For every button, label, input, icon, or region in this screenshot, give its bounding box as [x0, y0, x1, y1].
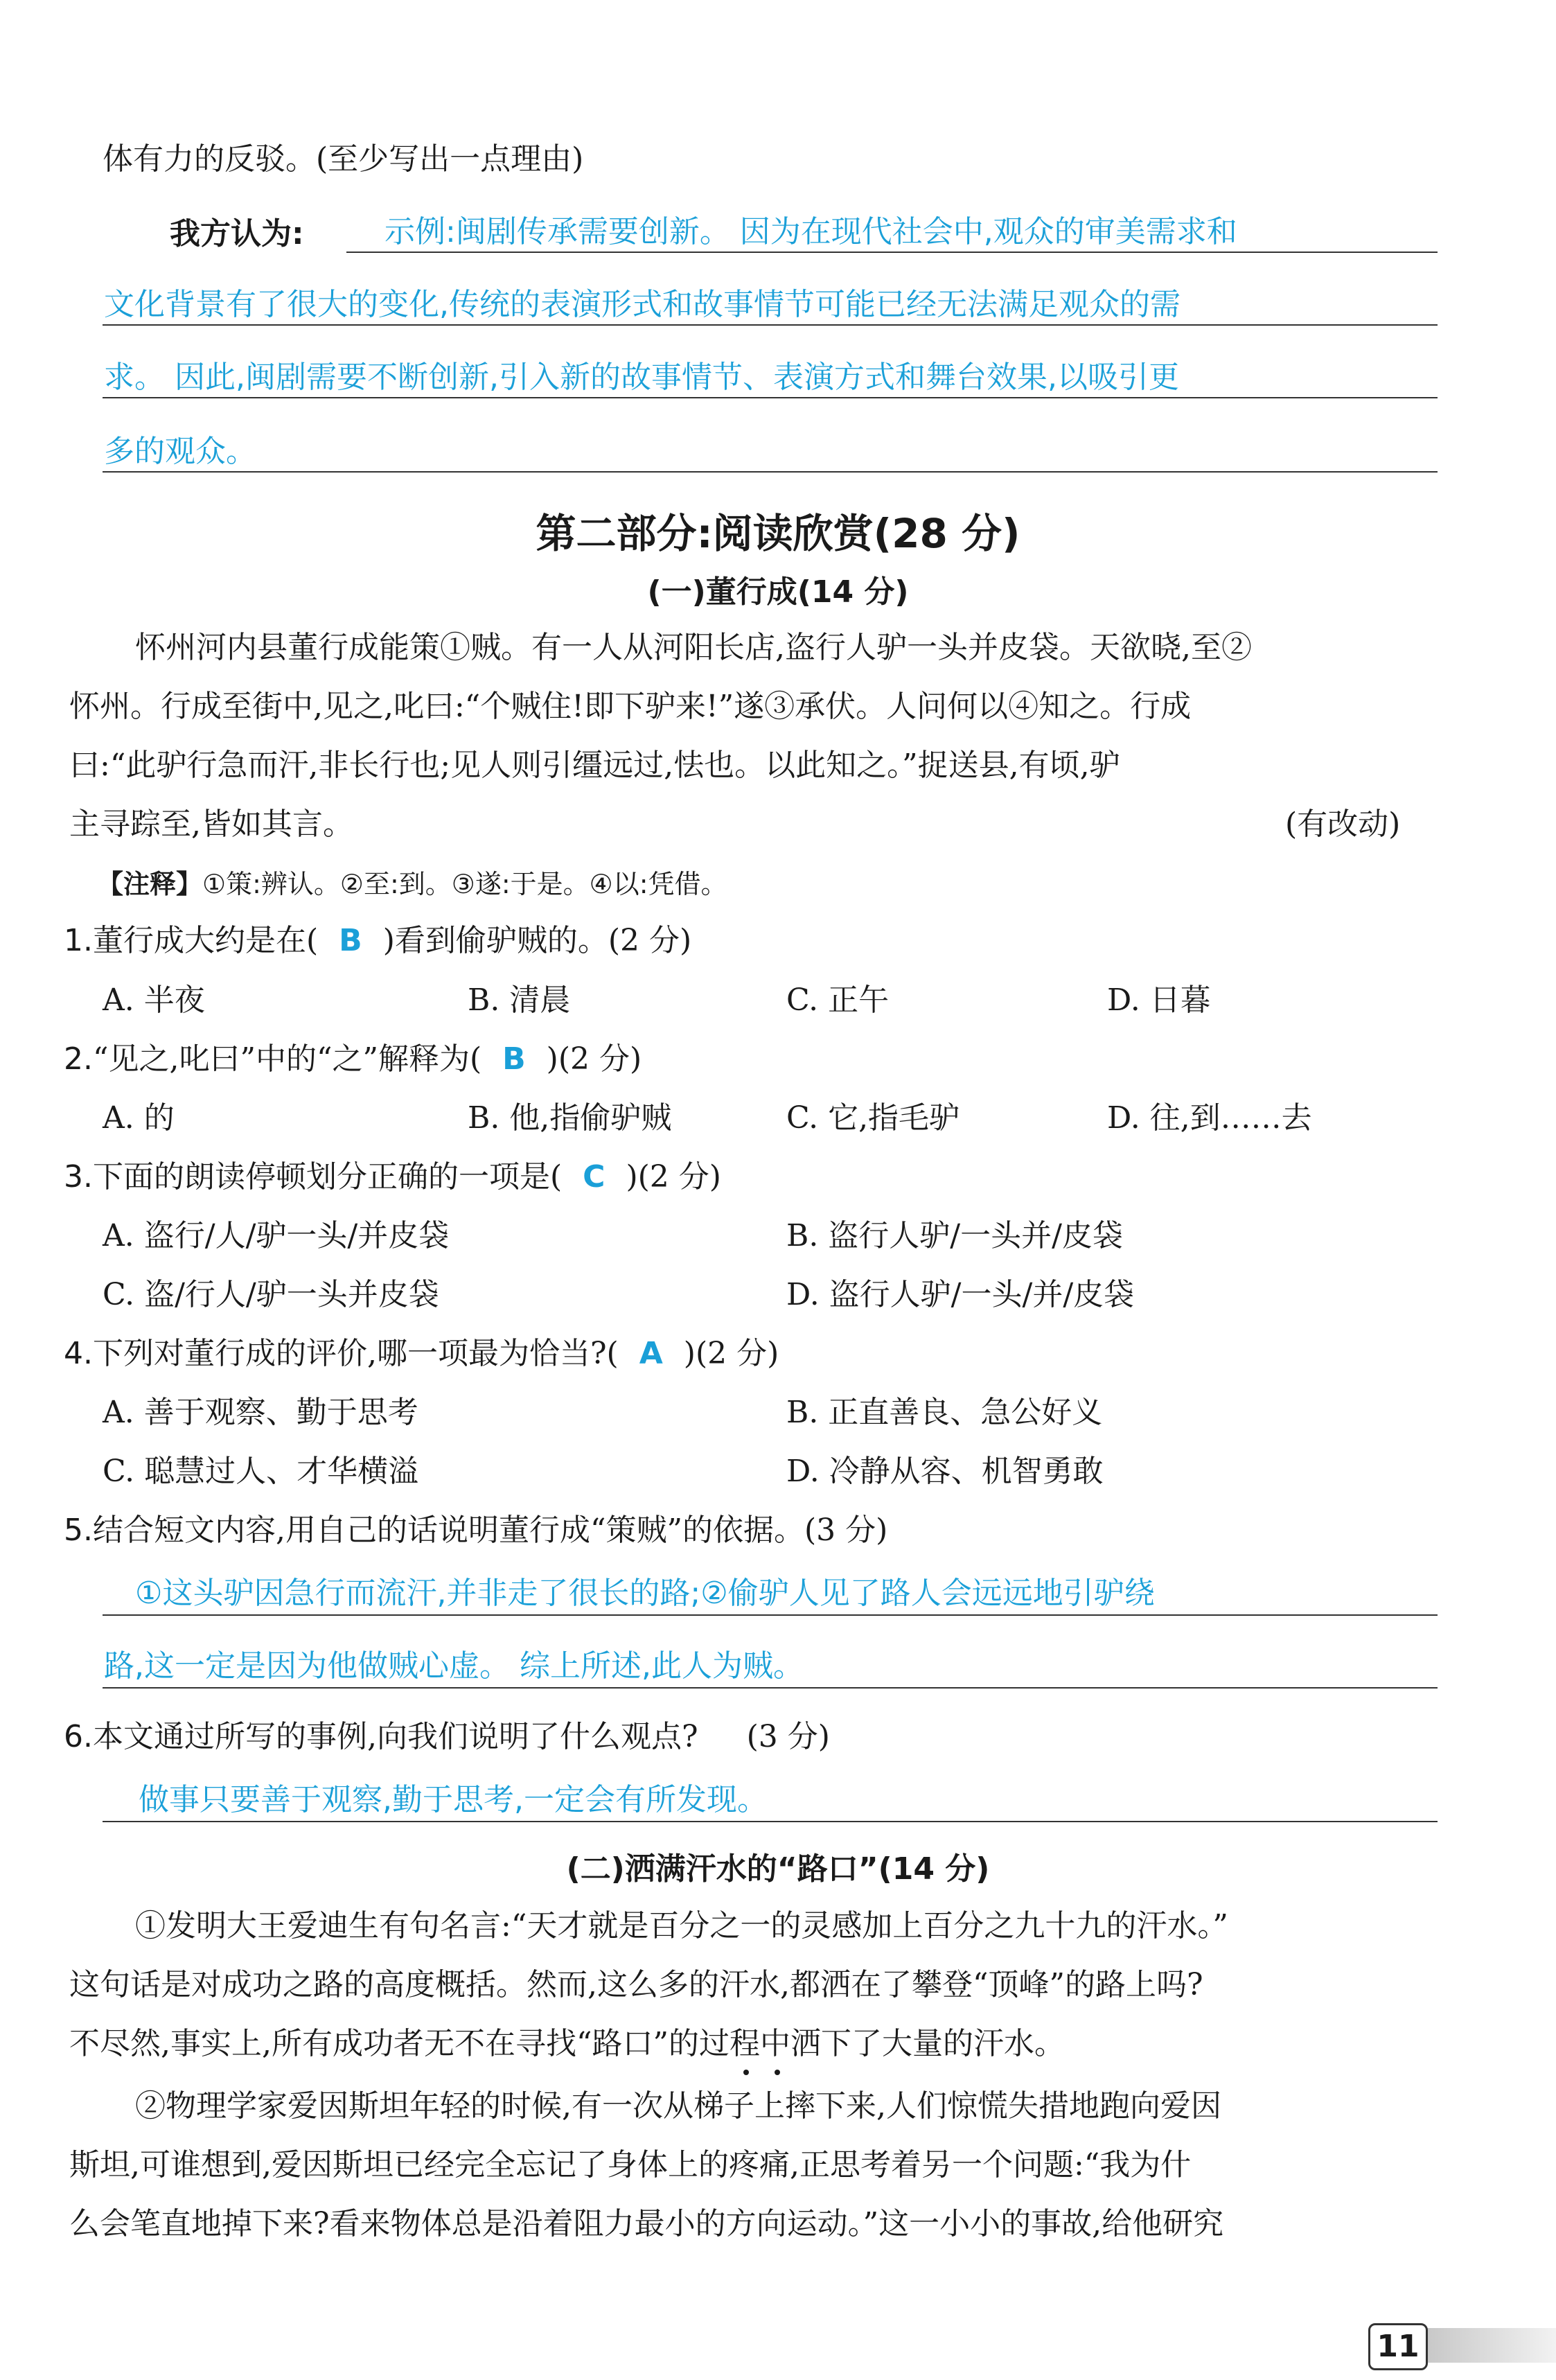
q4-option-a: A. 善于观察、勤于思考	[103, 1395, 418, 1430]
q4-option-c: C. 聪慧过人、才华横溢	[103, 1454, 419, 1489]
passage2-line-4: ②物理学家爱因斯坦年轻的时候,有一次从梯子上摔下来,人们惊慌失措地跑向爱因	[135, 2088, 1221, 2124]
q4-option-b: B. 正直善良、急公好义	[786, 1395, 1103, 1430]
q5-underline-1	[103, 1614, 1438, 1616]
question-4-suffix: )(2 分)	[683, 1336, 779, 1371]
answer-line-1: 示例:闽剧传承需要创新。 因为在现代社会中,观众的审美需求和	[384, 214, 1237, 249]
notes-label: 【注释】	[97, 869, 203, 899]
passage-line-1: 怀州河内县董行成能策①贼。有一人从河阳长店,盗行人驴一头并皮袋。天欲晓,至②	[135, 630, 1252, 665]
question-2	[64, 1039, 642, 1080]
passage2-line-3: 不尽然,事实上,所有成功者无不在寻找“路口”的过程中洒下了大量的汗水。	[69, 2026, 1065, 2061]
q3-option-c: C. 盗/行人/驴一头并皮袋	[103, 1277, 439, 1312]
page-number: 11	[1368, 2323, 1428, 2370]
question-2-answer: B	[502, 1041, 526, 1077]
q2-option-b: B. 他,指偷驴贼	[468, 1100, 672, 1136]
passage2-line-5: 斯坦,可谁想到,爱因斯坦已经完全忘记了身体上的疼痛,正思考着另一个问题:“我为什	[69, 2147, 1192, 2183]
question-1	[64, 920, 691, 962]
subsection-title-2: (二)洒满汗水的“路口”(14 分)	[566, 1851, 990, 1887]
answer-underline-4	[103, 471, 1438, 473]
question-4-prefix: 下列对董行成的评价,哪一项最为恰当?(	[92, 1336, 619, 1371]
q5-answer-line-2: 路,这一定是因为他做贼心虚。 综上所述,此人为贼。	[104, 1648, 804, 1684]
question-1-prefix: 董行成大约是在(	[92, 923, 319, 958]
answer-line-4: 多的观众。	[104, 434, 256, 469]
question-5-number: 5.	[64, 1513, 93, 1548]
q1-option-c: C. 正午	[786, 982, 890, 1018]
q1-option-a: A. 半夜	[103, 982, 205, 1018]
question-2-suffix: )(2 分)	[546, 1041, 642, 1077]
passage2-line-1: ①发明大王爱迪生有句名言:“天才就是百分之一的灵感加上百分之九十九的汗水。”	[135, 1908, 1228, 1943]
answer-line-3: 求。 因此,闽剧需要不断创新,引入新的故事情节、表演方式和舞台效果,以吸引更	[104, 360, 1179, 395]
q3-option-b: B. 盗行人驴/一头并/皮袋	[786, 1218, 1123, 1253]
answer-underline-2	[103, 324, 1438, 326]
q6-answer-line-1: 做事只要善于观察,勤于思考,一定会有所发现。	[139, 1782, 768, 1817]
emphasis-dot-2	[775, 2070, 780, 2075]
page-number-bar	[1427, 2328, 1556, 2363]
q1-option-d: D. 日暮	[1107, 982, 1211, 1018]
passage-line-3: 曰:“此驴行急而汗,非长行也;见人则引缰远过,怯也。以此知之。”捉送县,有顷,驴	[69, 748, 1120, 783]
q3-option-d: D. 盗行人驴/一头/并/皮袋	[786, 1277, 1135, 1312]
question-3-suffix: )(2 分)	[626, 1159, 721, 1195]
emphasis-dot-1	[743, 2070, 749, 2075]
q4-option-d: D. 冷静从容、机智勇敢	[786, 1454, 1104, 1489]
question-3-number: 3.	[64, 1159, 93, 1195]
question-4-answer: A	[639, 1336, 663, 1371]
passage-line-2: 怀州。行成至街中,见之,叱曰:“个贼住!即下驴来!”遂③承伏。人问何以④知之。行成	[69, 689, 1192, 724]
question-5	[64, 1510, 887, 1551]
question-3-prefix: 下面的朗读停顿划分正确的一项是(	[92, 1159, 563, 1195]
q1-option-b: B. 清晨	[468, 982, 571, 1018]
question-1-number: 1.	[64, 923, 93, 958]
answer-underline-1	[346, 252, 1438, 253]
question-3	[64, 1156, 721, 1198]
answer-underline-3	[103, 397, 1438, 398]
question-4	[64, 1333, 779, 1375]
question-6-score: (3 分)	[746, 1719, 830, 1754]
question-2-number: 2.	[64, 1041, 93, 1077]
question-2-prefix: “见之,叱曰”中的“之”解释为(	[92, 1041, 482, 1077]
question-6	[64, 1716, 830, 1758]
q6-underline-1	[103, 1821, 1438, 1822]
q2-option-c: C. 它,指毛驴	[786, 1100, 960, 1136]
question-4-number: 4.	[64, 1336, 93, 1371]
question-3-answer: C	[583, 1159, 605, 1195]
q5-underline-2	[103, 1687, 1438, 1689]
answer-line-2: 文化背景有了很大的变化,传统的表演形式和故事情节可能已经无法满足观众的需	[104, 287, 1181, 322]
q5-answer-line-1: ①这头驴因急行而流汗,并非走了很长的路;②偷驴人见了路人会远远地引驴绕	[135, 1576, 1155, 1611]
passage-source: (有改动)	[1285, 806, 1401, 842]
q2-option-a: A. 的	[103, 1100, 175, 1136]
passage-line-4: 主寻踪至,皆如其言。	[69, 806, 353, 842]
question-6-number: 6.	[64, 1719, 93, 1754]
question-1-answer: B	[339, 923, 362, 958]
q3-option-a: A. 盗行/人/驴一头/并皮袋	[103, 1218, 450, 1253]
intro-line: 体有力的反驳。(至少写出一点理由)	[103, 141, 584, 177]
q2-option-d: D. 往,到……去	[1107, 1100, 1312, 1136]
passage2-line-2: 这句话是对成功之路的高度概括。然而,这么多的汗水,都洒在了攀登“顶峰”的路上吗?	[69, 1967, 1203, 2002]
notes	[97, 865, 727, 903]
question-6-text: 本文通过所写的事例,向我们说明了什么观点?	[92, 1719, 698, 1754]
notes-text: ①策:辨认。②至:到。③遂:于是。④以:凭借。	[202, 869, 727, 899]
passage2-line-6: 么会笔直地掉下来?看来物体总是沿着阻力最小的方向运动。”这一小小的事故,给他研究	[69, 2206, 1224, 2241]
answer-label: 我方认为:	[170, 216, 304, 252]
subsection-title-1: (一)董行成(14 分)	[647, 574, 909, 610]
question-1-suffix: )看到偷驴贼的。(2 分)	[382, 923, 692, 958]
section-title: 第二部分:阅读欣赏(28 分)	[536, 510, 1020, 557]
question-5-text: 结合短文内容,用自己的话说明董行成“策贼”的依据。(3 分)	[92, 1513, 888, 1548]
